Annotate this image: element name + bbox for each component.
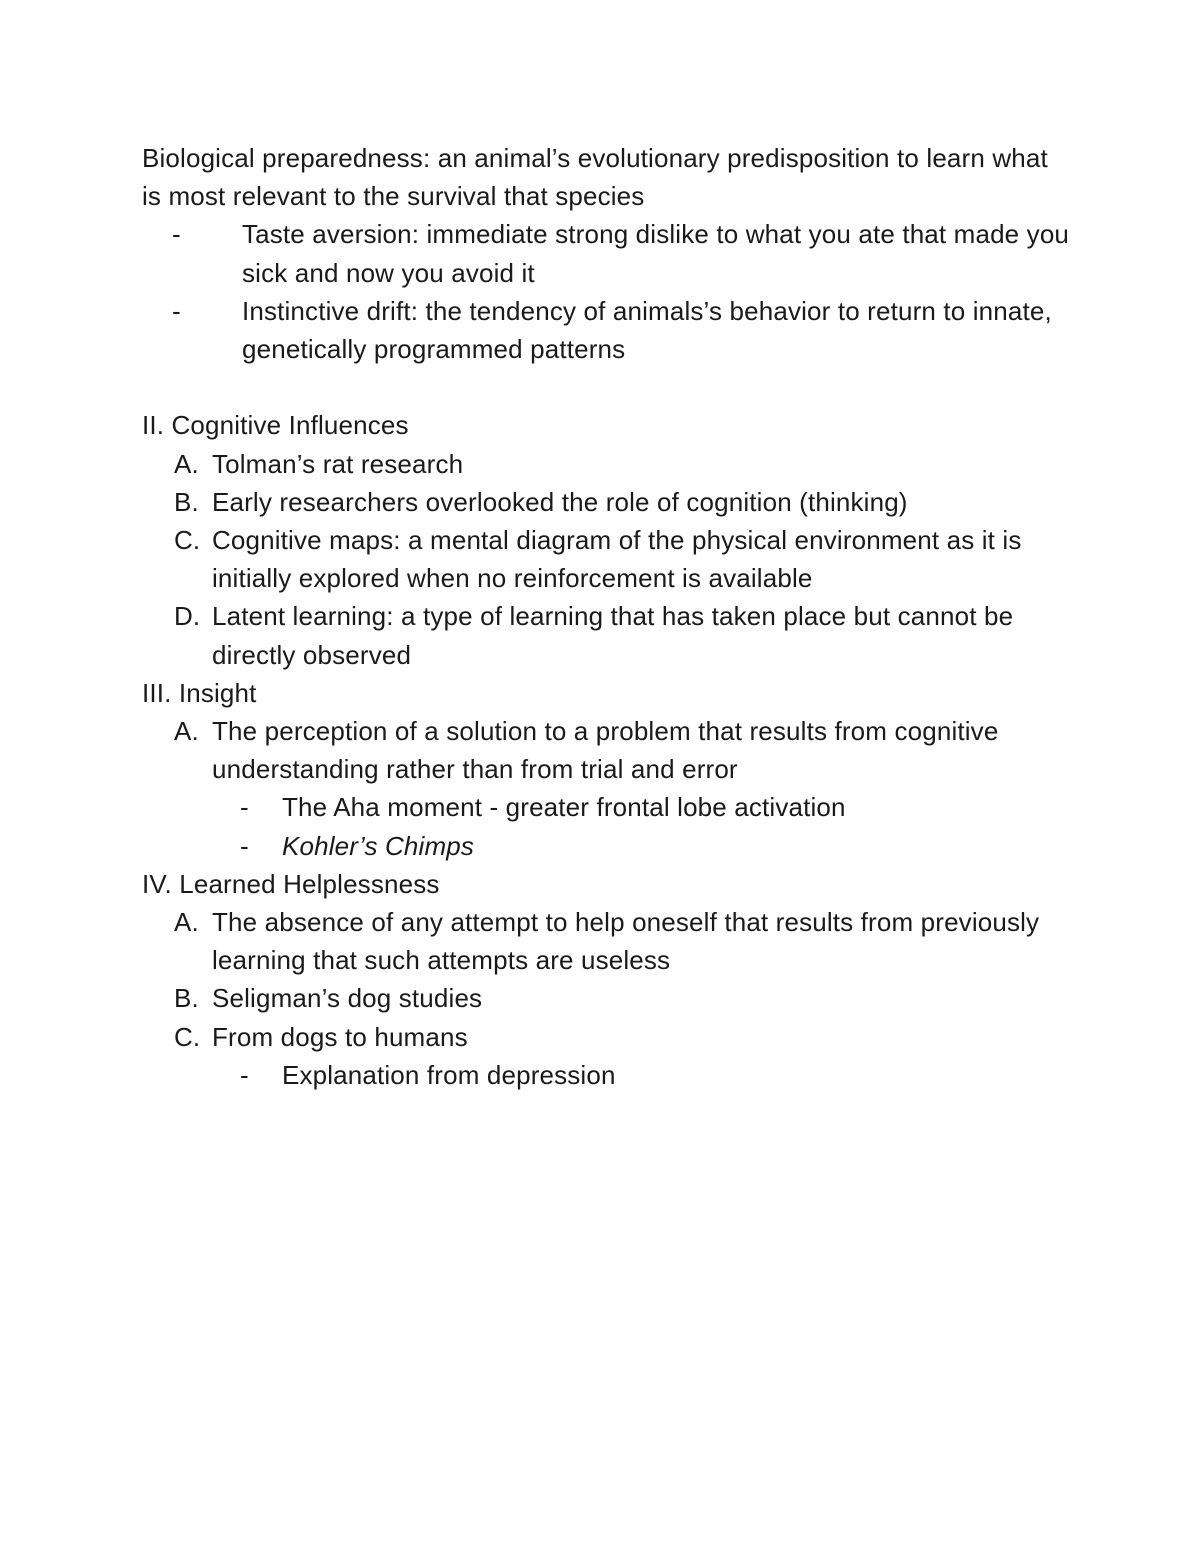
sub-list-item-text: Explanation from depression	[282, 1059, 616, 1090]
list-item-text: Instinctive drift: the tendency of animals’s behavior to return to innate, genetically programmed patterns	[242, 295, 1052, 365]
list-item	[142, 521, 1072, 597]
sub-list-item	[142, 1056, 1072, 1094]
item-marker: D.	[174, 601, 201, 632]
sub-list-item	[142, 788, 1072, 826]
item-marker: B.	[174, 983, 199, 1014]
list-item-text: Cognitive maps: a mental diagram of the physical environment as it is initially explored when no reinforcement is available	[212, 525, 1022, 594]
bullet-marker: -	[240, 792, 249, 823]
list-item-text: Early researchers overlooked the role of cognition (thinking)	[212, 486, 908, 517]
list-item	[142, 712, 1072, 788]
item-marker: C.	[174, 1021, 201, 1052]
list-item	[142, 292, 1072, 368]
section-heading-insight: III. Insight	[142, 677, 257, 708]
bullet-marker: -	[240, 830, 249, 861]
list-item	[142, 1018, 1072, 1056]
blank-line	[142, 368, 1072, 406]
bullet-marker: -	[172, 219, 181, 250]
bullet-marker: -	[172, 295, 181, 326]
list-item-text: From dogs to humans	[212, 1021, 468, 1052]
list-item-text: Tolman’s rat research	[212, 448, 464, 479]
list-item	[142, 903, 1072, 979]
sub-list-item	[142, 827, 1072, 865]
section-heading-cognitive-influences: II. Cognitive Influences	[142, 410, 409, 441]
notes-body	[142, 139, 1072, 1094]
list-item-text: Seligman’s dog studies	[212, 983, 483, 1014]
sub-list-item-text: The Aha moment - greater frontal lobe activation	[282, 792, 846, 823]
list-item-text: The perception of a solution to a problem that results from cognitive understanding rather than from trial and error	[212, 716, 999, 785]
list-item	[142, 483, 1072, 521]
sub-list-item-text: Kohler’s Chimps	[282, 830, 475, 861]
intro-paragraph: Biological preparedness: an animal’s evolutionary predisposition to learn what is most relevant to the survival that species	[142, 143, 1048, 212]
list-item	[142, 597, 1072, 673]
item-marker: A.	[174, 716, 199, 747]
list-item	[142, 445, 1072, 483]
list-item-text: Taste aversion: immediate strong dislike to what you ate that made you sick and now you avoid it	[242, 219, 1070, 288]
list-item-text: The absence of any attempt to help oneself that results from previously learning that such attempts are useless	[212, 907, 1040, 976]
item-marker: B.	[174, 486, 199, 517]
item-marker: C.	[174, 525, 201, 556]
list-item	[142, 979, 1072, 1017]
section-heading-learned-helplessness: IV. Learned Helplessness	[142, 868, 440, 899]
list-item	[142, 215, 1072, 291]
item-marker: A.	[174, 907, 199, 938]
list-item-text: Latent learning: a type of learning that has taken place but cannot be directly observed	[212, 601, 1014, 670]
bullet-marker: -	[240, 1059, 249, 1090]
item-marker: A.	[174, 448, 199, 479]
